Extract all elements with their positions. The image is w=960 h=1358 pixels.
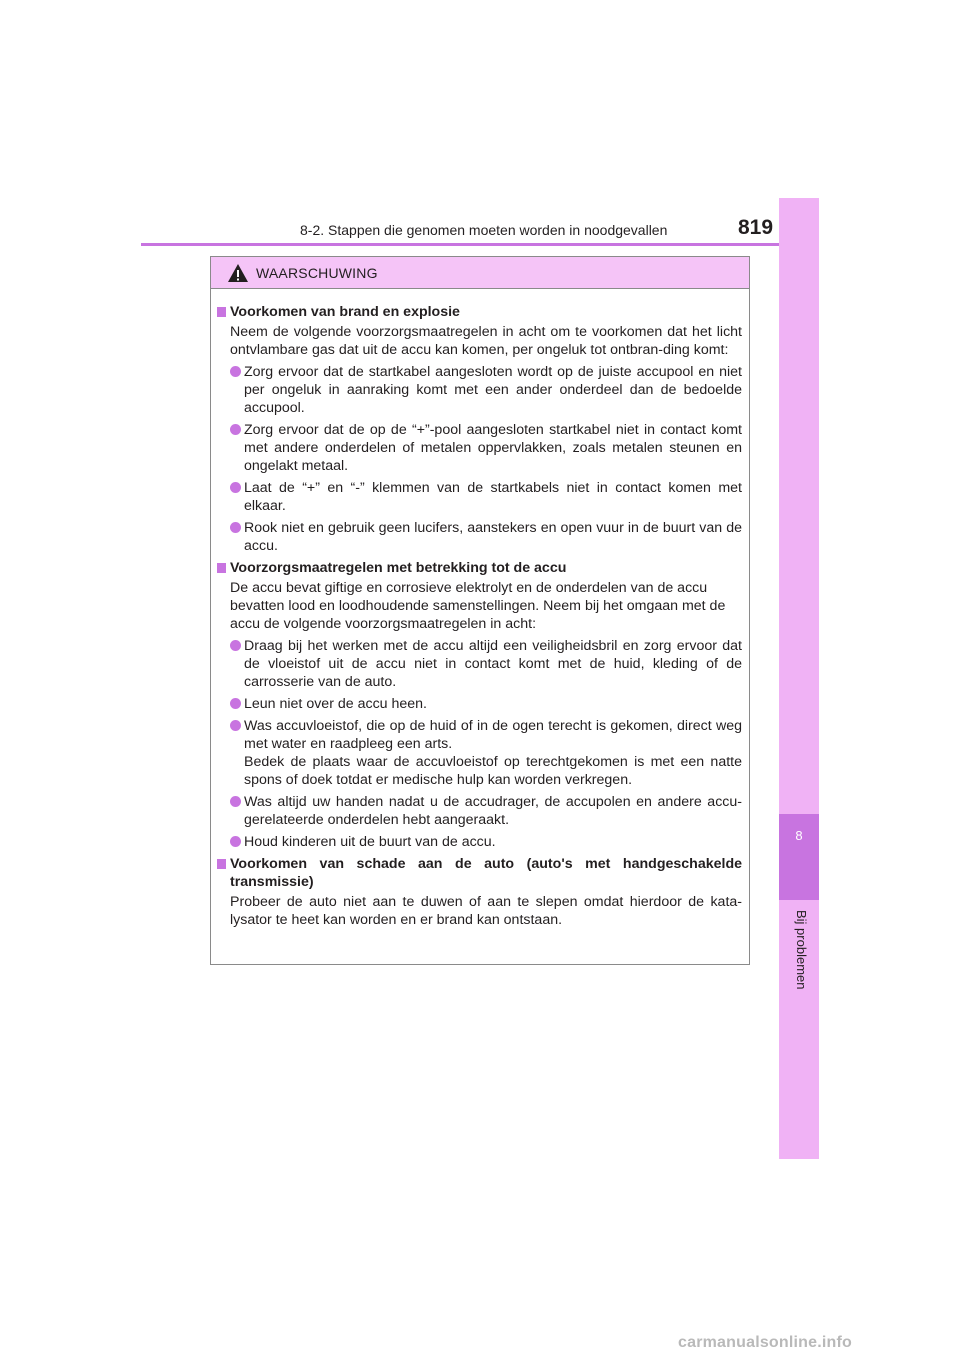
list-item: Zorg ervoor dat de op de “+”-pool aangesloten startkabel niet in contact komt met andere onderdelen of metalen oppervlakken, zoals metalen steunen en ongelakt metaal. (217, 421, 742, 475)
square-bullet-icon (217, 563, 226, 573)
list-item: Laat de “+” en “-” klemmen van de startkabels niet in contact komen met elkaar. (217, 479, 742, 515)
list-item: Zorg ervoor dat de startkabel aangesloten wordt op de juiste accupool en niet per ongeluk in aanraking komt met een ander onderdeel dan de bedoelde accupool. (217, 363, 742, 417)
page-number: 819 (738, 216, 774, 239)
section-intro: De accu bevat giftige en corrosieve elektrolyt en de onderdelen van de accu bevatten lood en loodhoudende samenstellingen. Neem bij het omgaan met de accu de volgende voorzorgsmaatregelen in acht: (230, 580, 726, 632)
round-bullet-icon (230, 482, 241, 493)
list-item: Houd kinderen uit de buurt van de accu. (217, 833, 742, 851)
round-bullet-icon (230, 836, 241, 847)
warning-header (211, 257, 749, 289)
square-bullet-icon (217, 859, 226, 869)
watermark: carmanualsonline.info (678, 1334, 853, 1351)
list-item: Was altijd uw handen nadat u de accudrager, de accupolen en andere accu-gerelateerde onderdelen hebt aangeraakt. (217, 793, 742, 829)
warning-label: WAARSCHUWING (256, 265, 378, 281)
round-bullet-icon (230, 640, 241, 651)
section-heading: Voorkomen van brand en explosie (217, 303, 742, 321)
round-bullet-icon (230, 522, 241, 533)
chapter-tab-active (779, 814, 819, 900)
warning-box (210, 256, 750, 965)
list-item: Rook niet en gebruik geen lucifers, aanstekers en open vuur in de buurt van de accu. (217, 519, 742, 555)
square-bullet-icon (217, 307, 226, 317)
round-bullet-icon (230, 698, 241, 709)
list-item: Draag bij het werken met de accu altijd een veiligheidsbril en zorg ervoor dat de vloeistof uit de accu niet in contact komt met de huid, kleding of de carrosserie van de auto. (217, 637, 742, 691)
list-item: Was accuvloeistof, die op de huid of in de ogen terecht is gekomen, direct weg met water en raadpleeg een arts. Bedek de plaats waar de accuvloeistof op terechtgekomen is met een natte spons of doek totdat er medische hulp kan worden verkregen. (217, 717, 742, 789)
section-heading: Voorkomen van schade aan de auto (auto's met handgeschakelde transmissie) (217, 855, 742, 891)
section-intro: Probeer de auto niet aan te duwen of aan te slepen omdat hierdoor de kata-lysator te heet kan worden en er brand kan ontstaan. (230, 894, 742, 928)
section-heading: Voorzorgsmaatregelen met betrekking tot de accu (217, 559, 742, 577)
round-bullet-icon (230, 424, 241, 435)
warning-body (211, 289, 749, 929)
section-title: 8-2. Stappen die genomen moeten worden in noodgevallen (300, 222, 668, 238)
round-bullet-icon (230, 720, 241, 731)
warning-triangle-icon (227, 263, 249, 283)
section-intro: Neem de volgende voorzorgsmaatregelen in acht om te voorkomen dat het licht ontvlambare gas dat uit de accu kan komen, per ongeluk tot ontbran-ding komt: (230, 324, 742, 358)
round-bullet-icon (230, 796, 241, 807)
header-rule (141, 243, 819, 246)
chapter-tab (779, 198, 819, 1159)
chapter-number: 8 (795, 828, 803, 843)
round-bullet-icon (230, 366, 241, 377)
list-item: Leun niet over de accu heen. (217, 695, 742, 713)
chapter-title: Bij problemen (794, 910, 809, 990)
